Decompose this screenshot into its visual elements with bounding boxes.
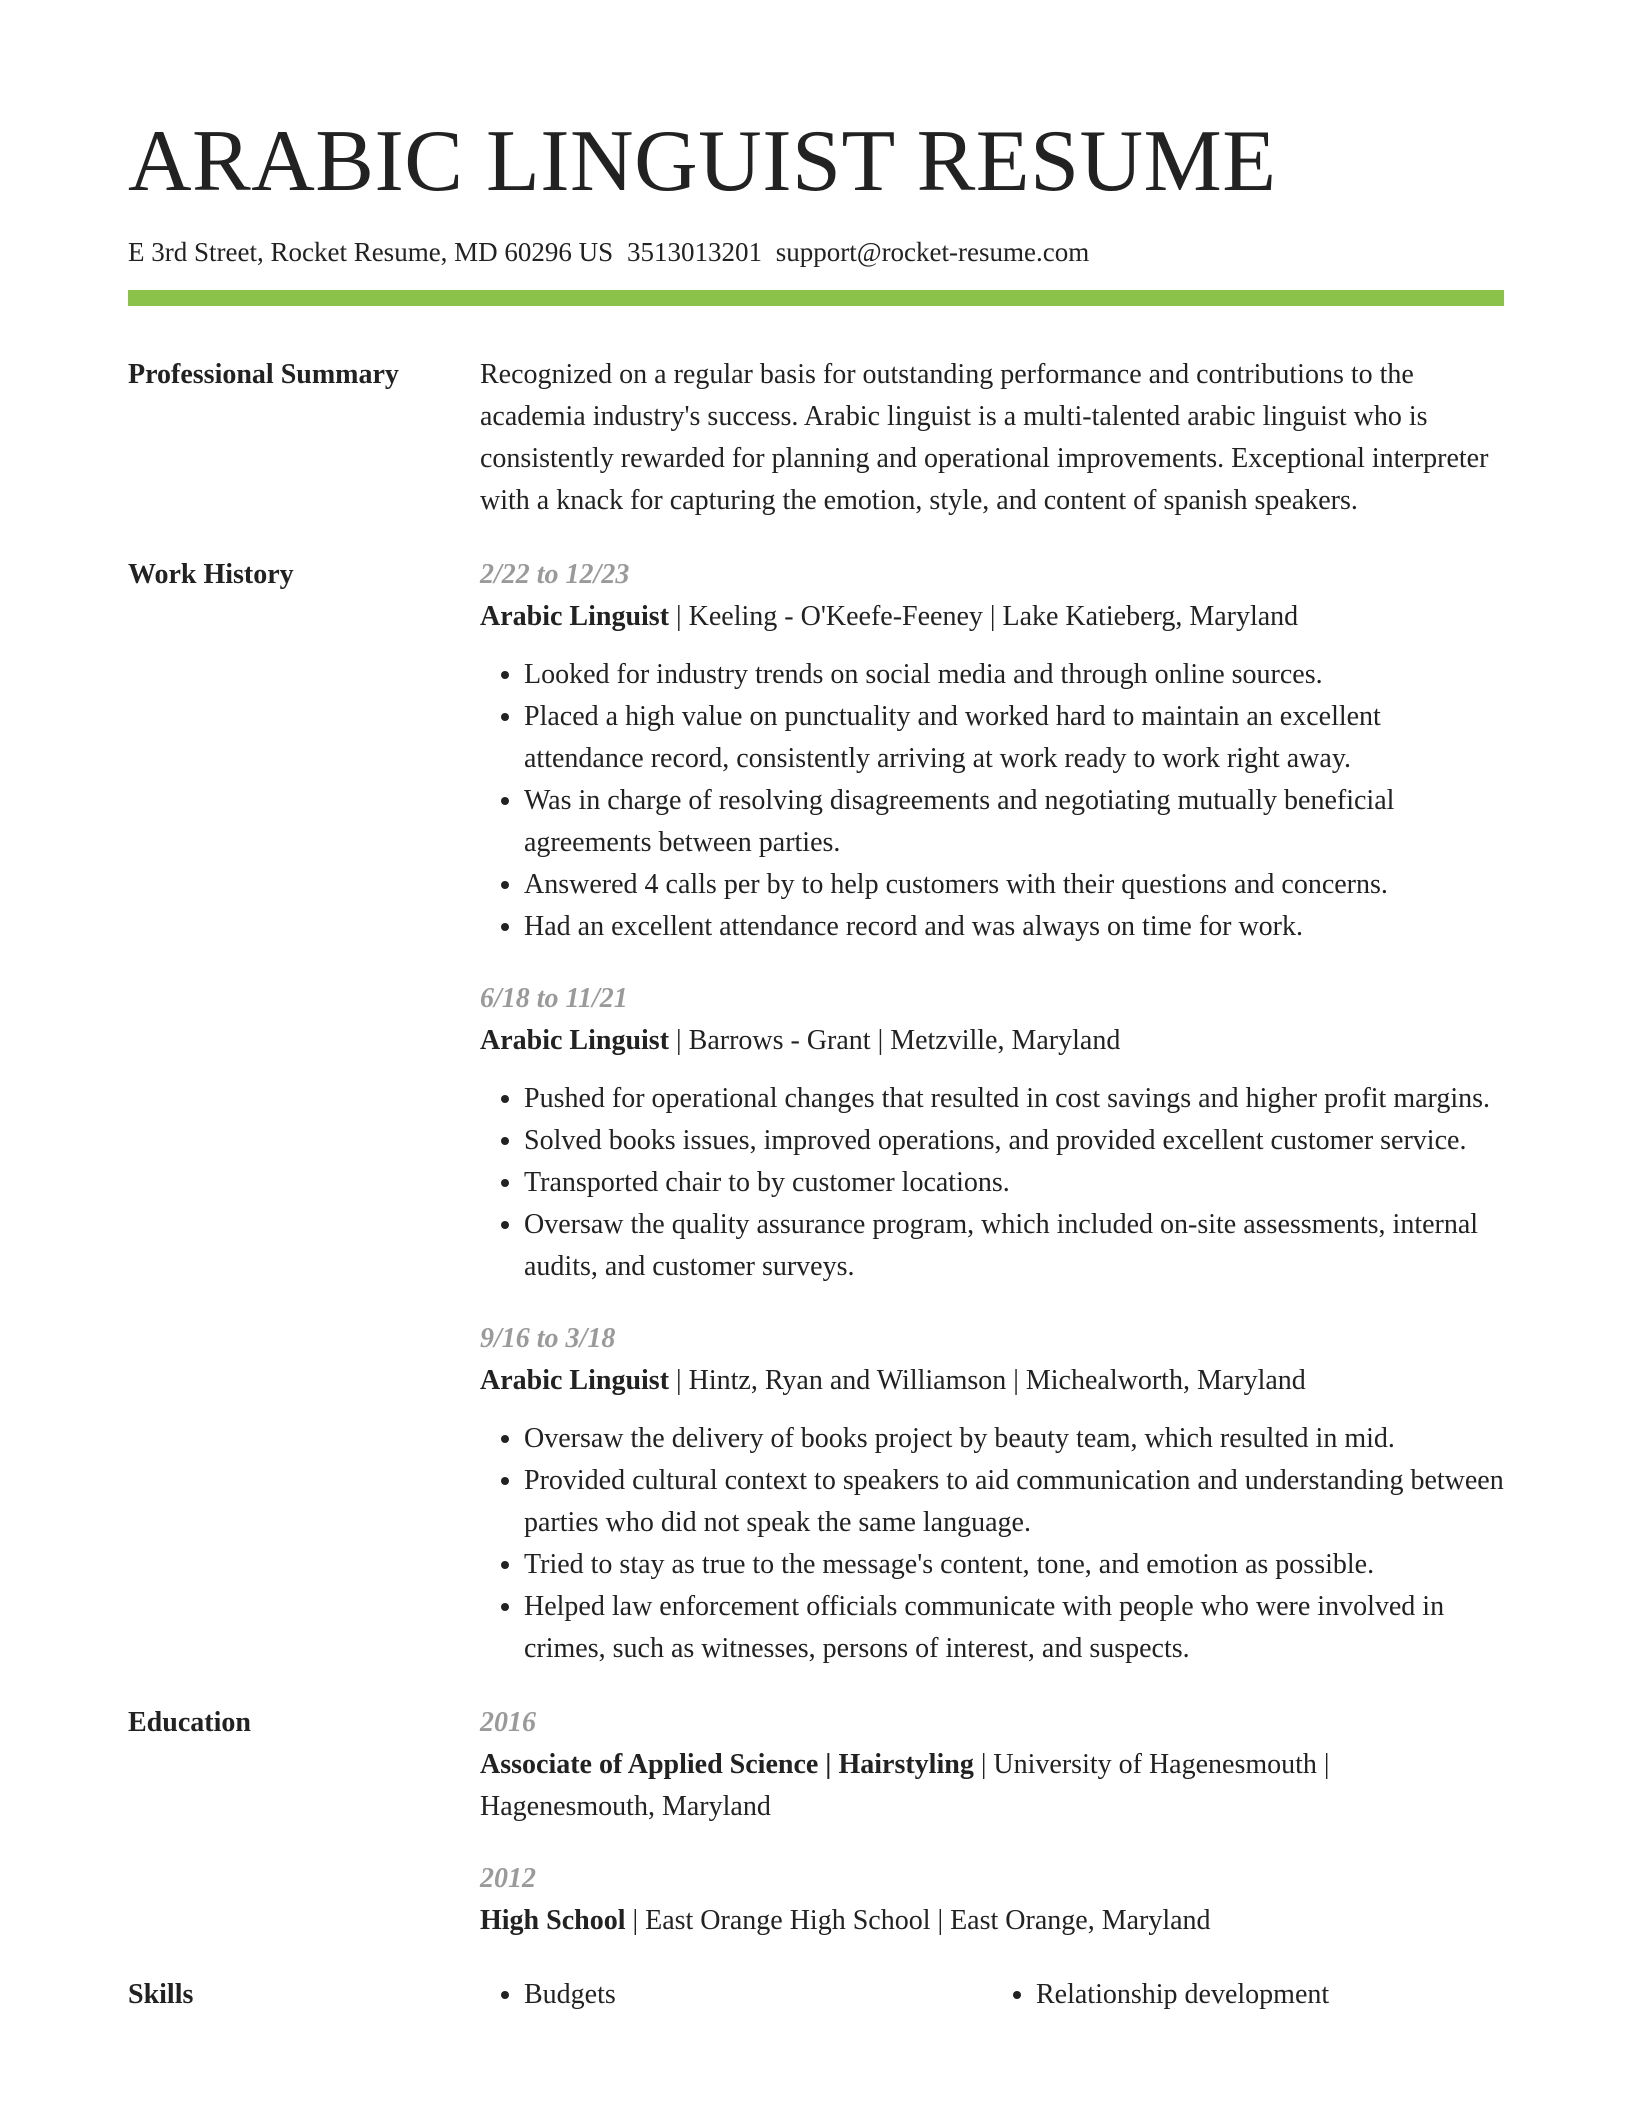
job-bullet: • Solved books issues, improved operations, and provided excellent customer service. <box>524 1120 1504 1162</box>
job-dates: 9/16 to 3/18 <box>480 1323 616 1355</box>
skills-section <box>128 1974 1504 2016</box>
job-bullets <box>480 654 1504 948</box>
education-year: 2012 <box>480 1863 536 1895</box>
skills-list <box>480 1974 992 2016</box>
skill-item: • Relationship development <box>1036 1974 1504 2016</box>
job-entry <box>480 554 1504 948</box>
skill-item: • Budgets <box>524 1974 992 2016</box>
job-bullet: • Tried to stay as true to the message's content, tone, and emotion as possible. <box>524 1544 1504 1586</box>
work-history-label: Work History <box>128 559 294 591</box>
contact-line <box>128 236 1504 268</box>
job-entry <box>480 978 1504 1288</box>
header-divider <box>128 290 1504 306</box>
job-title: Arabic Linguist <box>480 601 670 633</box>
job-role-line <box>480 1020 1504 1062</box>
job-details: | Hintz, Ryan and Williamson | Michealworth, Maryland <box>669 1365 1306 1397</box>
job-role-line <box>480 1360 1504 1402</box>
job-dates: 2/22 to 12/23 <box>480 559 630 591</box>
education-details: | East Orange High School | East Orange, Maryland <box>625 1905 1211 1937</box>
work-history-body <box>480 554 1504 1670</box>
education-entry <box>480 1858 1504 1942</box>
education-section <box>128 1702 1504 1942</box>
education-body <box>480 1702 1504 1942</box>
job-dates: 6/18 to 11/21 <box>480 983 628 1015</box>
summary-text: Recognized on a regular basis for outstanding performance and contributions to the academia industry's success. Arabic linguist is a multi-talented arabic linguist who is consistently rewarded for planning and operational improvements. Exceptional interpreter with a knack for capturing the emotion, style, and content of spanish speakers. <box>480 359 1489 517</box>
summary-body <box>480 354 1504 522</box>
skills-label: Skills <box>128 1979 194 2011</box>
education-degree: Associate of Applied Science | Hairstyling <box>480 1749 974 1781</box>
contact-email: support@rocket-resume.com <box>775 237 1090 267</box>
education-details: | University of Hagenesmouth | Hagenesmouth, Maryland <box>480 1749 1330 1823</box>
job-bullet: • Oversaw the quality assurance program, which included on-site assessments, internal audits, and customer surveys. <box>524 1204 1504 1288</box>
job-bullet: • Oversaw the delivery of books project by beauty team, which resulted in mid. <box>524 1418 1504 1460</box>
job-bullet: • Answered 4 calls per by to help customers with their questions and concerns. <box>524 864 1504 906</box>
summary-section <box>128 354 1504 522</box>
job-bullets <box>480 1418 1504 1670</box>
job-bullet: • Pushed for operational changes that resulted in cost savings and higher profit margins. <box>524 1078 1504 1120</box>
job-bullet: • Was in charge of resolving disagreements and negotiating mutually beneficial agreements between parties. <box>524 780 1504 864</box>
summary-label: Professional Summary <box>128 359 399 391</box>
job-details: | Barrows - Grant | Metzville, Maryland <box>669 1025 1121 1057</box>
job-bullet: • Helped law enforcement officials communicate with people who were involved in crimes, such as witnesses, persons of interest, and suspects. <box>524 1586 1504 1670</box>
skills-column-left <box>480 1974 992 2016</box>
education-line <box>480 1744 1504 1828</box>
job-bullet: • Placed a high value on punctuality and worked hard to maintain an excellent attendance record, consistently arriving at work ready to work right away. <box>524 696 1504 780</box>
job-title: Arabic Linguist <box>480 1025 670 1057</box>
job-details: | Keeling - O'Keefe-Feeney | Lake Katieberg, Maryland <box>669 601 1299 633</box>
job-bullet: • Had an excellent attendance record and was always on time for work. <box>524 906 1504 948</box>
job-bullet: • Provided cultural context to speakers to aid communication and understanding between parties who did not speak the same language. <box>524 1460 1504 1544</box>
resume-title: ARABIC LINGUIST RESUME <box>128 113 1277 210</box>
contact-address: E 3rd Street, Rocket Resume, MD 60296 US <box>128 237 614 267</box>
education-year: 2016 <box>480 1707 536 1739</box>
work-history-section <box>128 554 1504 1670</box>
skills-column-right <box>992 1974 1504 2016</box>
job-bullet: • Looked for industry trends on social media and through online sources. <box>524 654 1504 696</box>
job-entry <box>480 1318 1504 1670</box>
skills-body <box>480 1974 1504 2016</box>
job-title: Arabic Linguist <box>480 1365 670 1397</box>
education-line <box>480 1900 1504 1942</box>
job-bullet: • Transported chair to by customer locations. <box>524 1162 1504 1204</box>
job-bullets <box>480 1078 1504 1288</box>
education-label: Education <box>128 1707 251 1739</box>
education-entry <box>480 1702 1504 1828</box>
skills-list <box>992 1974 1504 2016</box>
contact-phone: 3513013201 <box>626 237 762 267</box>
education-degree: High School <box>480 1905 626 1937</box>
job-role-line <box>480 596 1504 638</box>
